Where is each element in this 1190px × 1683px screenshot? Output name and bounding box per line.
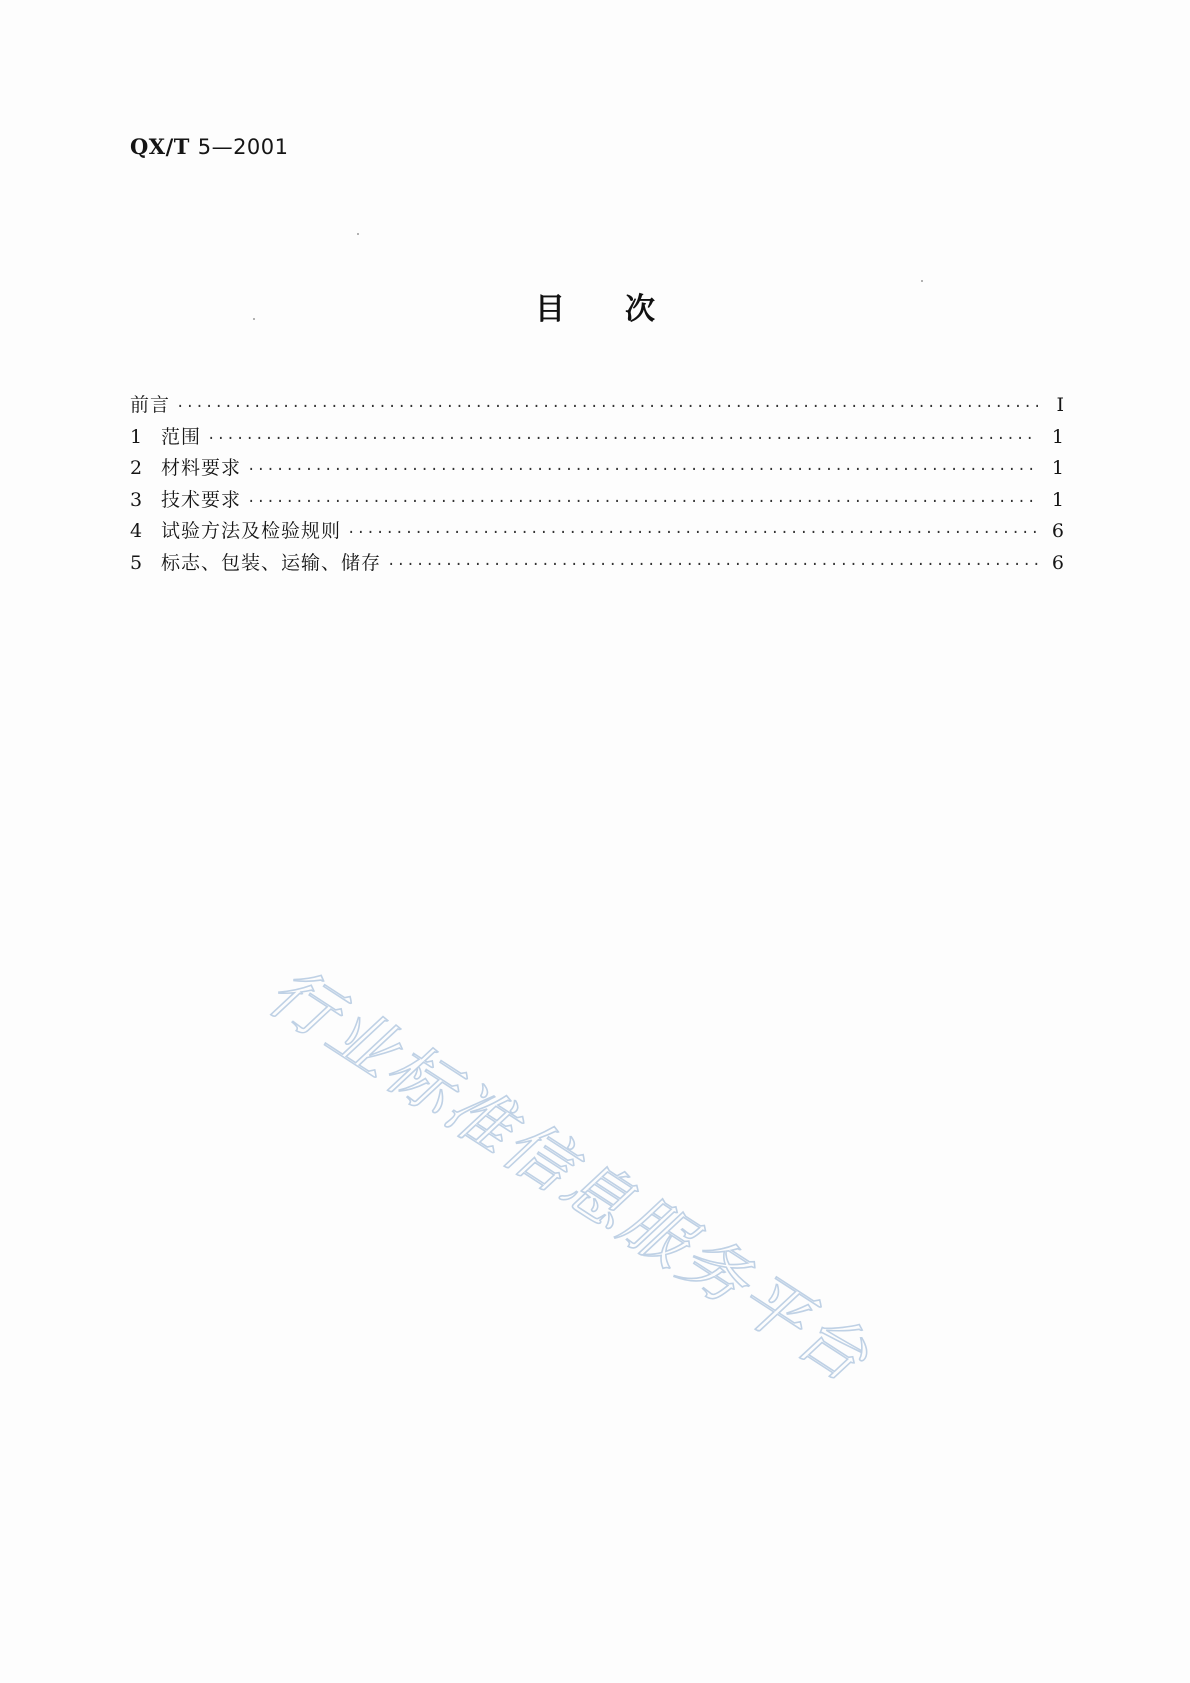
toc-entry-number: 5 [130,551,143,574]
toc-entry-page: I [1056,394,1064,416]
standard-code-prefix: QX/T [130,134,198,159]
scan-speck [253,318,255,320]
toc-entry-material-requirements[interactable] [130,453,1064,485]
toc-entry-number: 3 [130,488,143,511]
toc-entry-scope[interactable] [130,422,1064,454]
toc-leader-dots [347,525,1038,541]
toc-leader-dots [176,399,1038,415]
toc-title: 目次 [535,292,715,327]
toc-entry-number: 2 [130,457,143,479]
toc-entry-test-methods[interactable] [130,516,1064,548]
toc-entry-page: 1 [1051,425,1064,448]
toc-entry-label: 标志、包装、运输、储存 [161,551,382,574]
toc-entry-page: 1 [1051,457,1064,479]
toc-entry-marking-packaging[interactable] [130,548,1064,580]
watermark-text: 行业标准信息服务平台 [254,952,884,1399]
toc-entry-label: 试验方法及检验规则 [161,520,342,542]
toc-entry-page: 6 [1051,551,1064,574]
table-of-contents [130,390,1064,579]
scan-speck [357,233,359,235]
toc-entry-page: 6 [1051,520,1064,542]
toc-entry-number: 1 [130,425,143,448]
scan-speck [921,280,923,282]
toc-leader-dots [387,557,1038,573]
toc-entry-technical-requirements[interactable] [130,485,1064,517]
standard-code-number: 5—2001 [197,135,289,159]
toc-entry-label: 材料要求 [161,457,242,479]
toc-entry-label: 技术要求 [161,488,242,511]
toc-entry-label: 前言 [130,394,171,416]
standard-code [130,134,289,159]
toc-entry-foreword[interactable] [130,390,1064,422]
toc-leader-dots [247,462,1038,478]
toc-entry-number: 4 [130,520,143,542]
toc-entry-page: 1 [1051,488,1064,511]
toc-leader-dots [207,431,1038,447]
toc-entry-label: 范围 [161,425,202,448]
toc-leader-dots [247,494,1038,510]
